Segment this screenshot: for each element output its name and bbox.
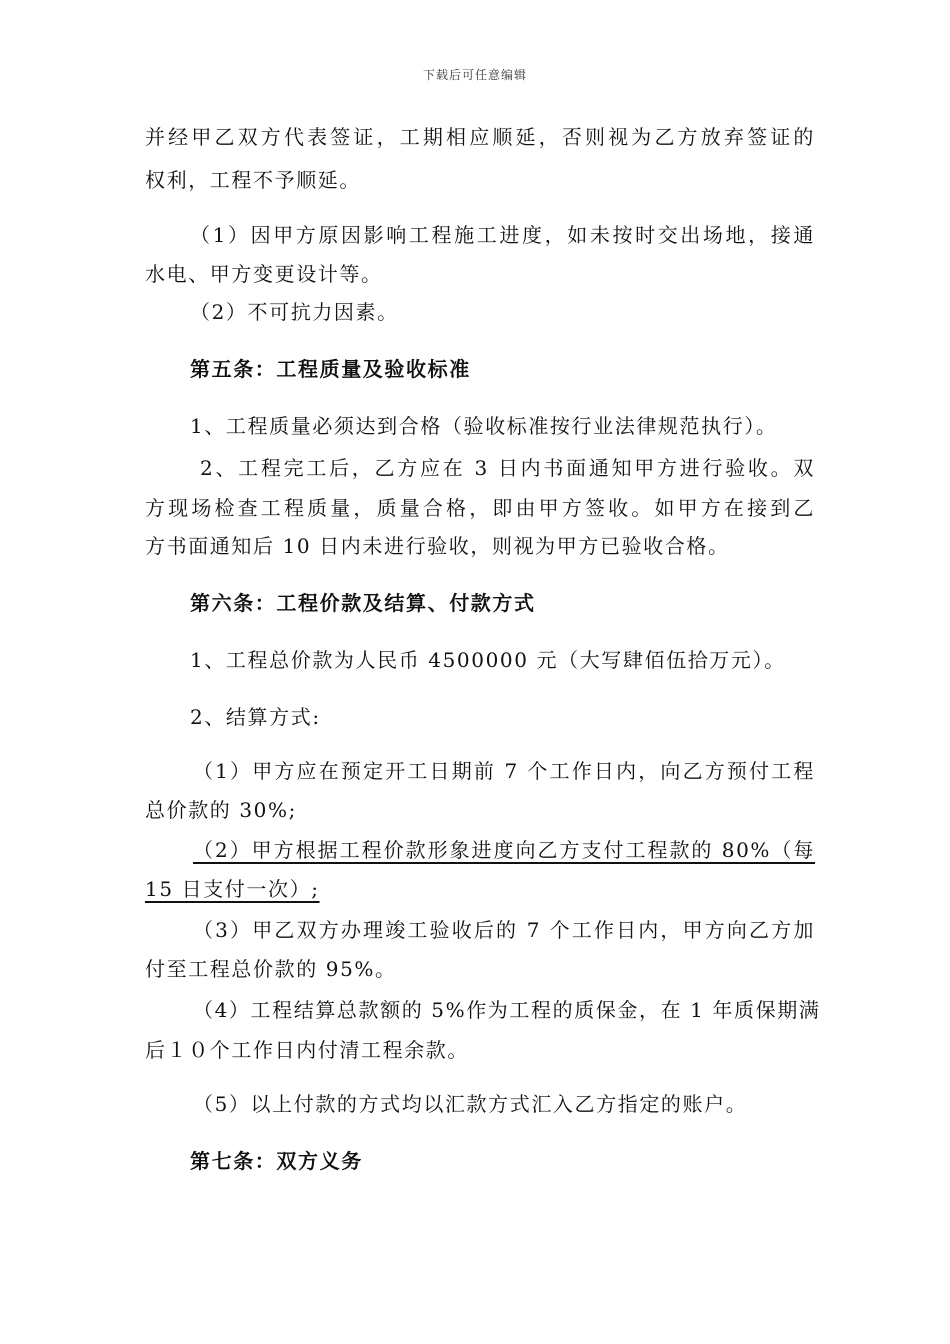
page-header: 下载后可任意编辑	[422, 68, 527, 82]
paragraph-line: （1）因甲方原因影响工程施工进度，如未按时交出场地，接通	[190, 223, 815, 247]
paragraph-line: 2、结算方式:	[190, 705, 321, 729]
paragraph-line: （5）以上付款的方式均以汇款方式汇入乙方指定的账户。	[193, 1092, 748, 1116]
paragraph-line: 2、工程完工后，乙方应在 3 日内书面通知甲方进行验收。双	[200, 456, 815, 480]
paragraph-line: 方书面通知后 10 日内未进行验收，则视为甲方已验收合格。	[145, 534, 730, 558]
section-heading-5: 第五条：工程质量及验收标准	[190, 357, 471, 381]
paragraph-line: 付至工程总价款的 95%。	[145, 957, 397, 981]
paragraph-line: 并经甲乙双方代表签证，工期相应顺延，否则视为乙方放弃签证的	[145, 125, 815, 149]
paragraph-line: 方现场检查工程质量，质量合格，即由甲方签收。如甲方在接到乙	[145, 496, 815, 520]
paragraph-line: （1）甲方应在预定开工日期前 7 个工作日内，向乙方预付工程	[193, 759, 815, 783]
paragraph-line: 1、工程质量必须达到合格（验收标准按行业法律规范执行）。	[190, 414, 778, 438]
paragraph-line: 权利，工程不予顺延。	[145, 168, 361, 192]
paragraph-line: 后１０个工作日内付清工程余款。	[145, 1038, 469, 1062]
paragraph-line: 1、工程总价款为人民币 4500000 元（大写肆佰伍拾万元）。	[190, 648, 786, 672]
paragraph-line: 水电、甲方变更设计等。	[145, 262, 383, 286]
underlined-paragraph-line: （2）甲方根据工程价款形象进度向乙方支付工程款的 80%（每	[193, 838, 815, 862]
paragraph-line: （3）甲乙双方办理竣工验收后的 7 个工作日内，甲方向乙方加	[193, 918, 815, 942]
section-heading-6: 第六条：工程价款及结算、付款方式	[190, 591, 536, 615]
paragraph-line: （4）工程结算总款额的 5%作为工程的质保金，在 1 年质保期满	[193, 998, 821, 1022]
paragraph-line: 总价款的 30%;	[145, 798, 297, 822]
section-heading-7: 第七条：双方义务	[190, 1149, 363, 1173]
underlined-paragraph-line: 15 日支付一次）;	[145, 877, 320, 901]
paragraph-line: （2）不可抗力因素。	[190, 300, 399, 324]
